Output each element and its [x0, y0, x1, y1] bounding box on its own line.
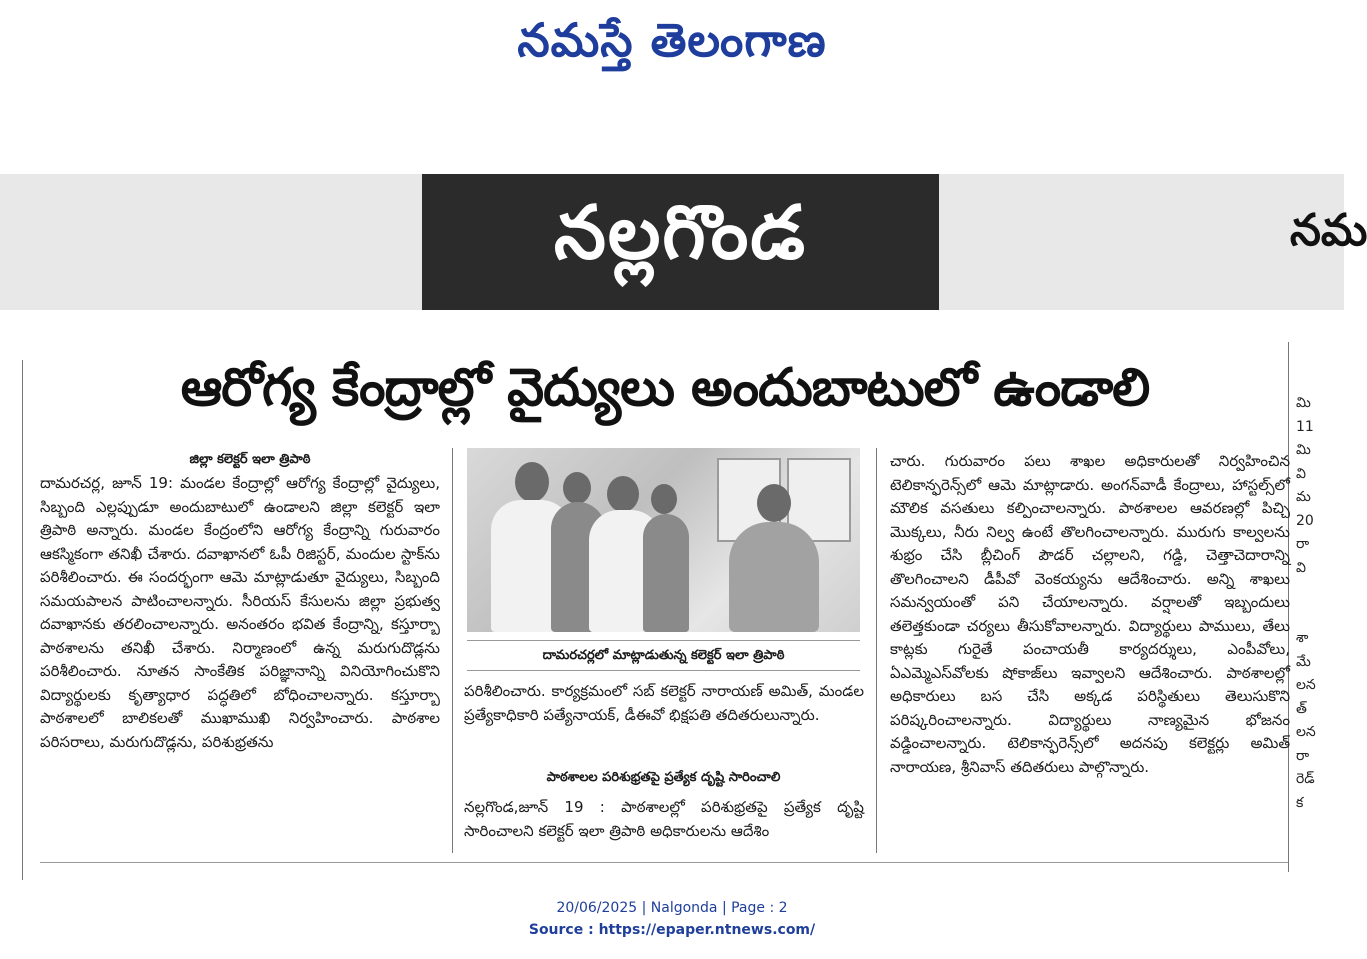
strip-line: లన: [1296, 677, 1316, 693]
strip-line: రెడ్: [1296, 771, 1315, 787]
strip-line: [1296, 580, 1344, 604]
column-3-text: చారు. గురువారం పలు శాఖల అధికారులతో నిర్వహించిన టెలికాన్ఫరెన్స్‌లో ఆమె మాట్లాడారు. అంగన్‌వాడీ కేంద్రాలు, హాస్టల్స్‌లో మౌలిక వసతులు కల్పించాలన్నారు. పాఠశాలల ఆవరణల్లో పిచ్చి మొక్కలు, నీరు నిల్వ ఉంటే తొలగించాలన్నారు. మురుగు కాల్వలను శుభ్రం చేసి బ్లీచింగ్ పౌడర్ చల్లాలని, గడ్డి, చెత్తాచెదారాన్ని తొలగించాలని డీపీవో వెంకయ్యను ఆదేశించారు. అన్ని శాఖలు సమన్వయంతో పని చేయాలన్నారు. వర్షాలతో ఇబ్బందులు తలెత్తకుండా చర్యలు తీసుకోవాలన్నారు. విద్యార్థులు పాములు, తేలు కాట్లకు గురైతే పంచాయతీ కార్యదర్శులు, ఎంపీవోలు, ఏఎమ్మెఎస్‌వోలకు షోకాజ్‌లు ఇవ్వాలని ఆదేశించారు. పాఠశాలల్లో అధికారులు బస చేసి అక్కడ పరిస్థితులు తెలుసుకొని పరిష్కరించాలన్నారు. విద్యార్థులు నాణ్యమైన భోజనం వడ్డించాలన్నారు. టెలికాన్ఫరెన్స్‌లో అదనపు కలెక్టర్లు అమిత్ నారాయణ, శ్రీనివాస్ తదితరులు పాల్గొన్నారు.: [890, 452, 1290, 776]
strip-line: క: [1296, 794, 1304, 811]
strip-line: త్: [1296, 700, 1307, 717]
strip-line: వి: [1296, 559, 1306, 576]
newspaper-masthead: నమస్తే తెలంగాణ: [517, 13, 827, 67]
column-rule-1: [452, 448, 453, 853]
article-photo: [467, 448, 860, 632]
strip-line: [1296, 604, 1344, 628]
strip-line: మి: [1296, 442, 1311, 458]
left-page-rule: [22, 360, 23, 880]
article-headline: ఆరోగ్య కేంద్రాల్లో వైద్యులు అందుబాటులో ఉండాలి: [180, 358, 1150, 418]
next-page-fragment: నమ: [1290, 205, 1367, 256]
article-bottom-rule: [40, 862, 1288, 863]
column-rule-2: [876, 448, 877, 853]
footer-source-link[interactable]: Source : https://epaper.ntnews.com/: [528, 922, 816, 938]
photo-caption: దామరచర్లలో మాట్లాడుతున్న కలెక్టర్ ఇలా త్రిపాఠి: [542, 648, 785, 663]
page-footer: [0, 897, 1344, 941]
caption-rule-top: [467, 640, 860, 641]
strip-line: రా: [1296, 747, 1310, 764]
column-2-text: పరిశీలించారు. కార్యక్రమంలో సబ్ కలెక్టర్ నారాయణ్ అమిత్, మండల ప్రత్యేకాధికారి పత్యేనాయక్, డీఈవో భిక్షపతి తదితరులున్నారు.: [464, 682, 864, 724]
caption-rule-bottom: [467, 670, 860, 671]
column-2b-text: నల్లగొండ,జూన్ 19 : పాఠశాలల్లో పరిశుభ్రతపై ప్రత్యేక దృష్టి సారించాలని కలెక్టర్ ఇలా త్రిపాఠి అధికారులను ఆదేశిం: [464, 798, 864, 840]
article-byline: జిల్లా కలెక్టర్ ఇలా త్రిపాఠి: [189, 452, 311, 467]
footer-date-line: 20/06/2025 | Nalgonda | Page : 2: [556, 900, 788, 916]
strip-line: రా: [1296, 536, 1310, 552]
strip-line: మి: [1296, 395, 1311, 411]
strip-line: 20: [1296, 512, 1314, 529]
strip-line: లన: [1296, 724, 1316, 740]
article-column-1: [40, 472, 440, 854]
section-title: నల్లగొండ: [422, 174, 939, 310]
article-column-2b: [464, 796, 864, 854]
adjacent-page-strip: [1296, 392, 1344, 815]
strip-line: శా: [1296, 630, 1309, 646]
article-column-3: [890, 450, 1290, 854]
strip-line: మ: [1296, 489, 1311, 505]
strip-line: 11: [1296, 418, 1314, 435]
strip-line: వి: [1296, 465, 1306, 482]
article-subheadline: పాఠశాలల పరిశుభ్రతపై ప్రత్యేక దృష్టి సారించాలి: [546, 770, 781, 785]
article-column-2: [464, 680, 864, 760]
strip-line: మే: [1296, 653, 1311, 670]
column-1-text: దామరచర్ల, జూన్ 19: మండల కేంద్రాల్లో ఆరోగ్య కేంద్రాల్లో వైద్యులు, సిబ్బంది ఎల్లప్పుడూ అందుబాటులో ఉండాలని జిల్లా కలెక్టర్ ఇలా త్రిపాఠి అన్నారు. మండల కేంద్రంలోని ఆరోగ్య కేంద్రాన్ని గురువారం ఆకస్మికంగా తనిఖీ చేశారు. దవాఖానలో ఓపీ రిజిస్టర్, మందుల స్టాక్‌ను పరిశీలించారు. ఈ సందర్భంగా ఆమె మాట్లాడుతూ వైద్యులు, సిబ్బంది సమయపాలన పాటించాలన్నారు. సీరియస్ కేసులను జిల్లా ప్రభుత్వ దవాఖానకు తరలించాలన్నారు. అనంతరం భవిత కేంద్రాన్ని, కస్తూర్బా పాఠశాలను తనిఖీ చేశారు. నిర్మాణంలో ఉన్న మరుగుదొడ్లను పరిశీలించారు. నూతన సాంకేతిక పరిజ్ఞానాన్ని వినియోగించుకొని విద్యార్థులకు కృత్యాధార పద్ధతిలో బోధించాలన్నారు. కస్తూర్బా పాఠశాలలో బాలికలతో ముఖాముఖి నిర్వహించారు. పాఠశాల పరిసరాలు, మరుగుదొడ్లను, పరిశుభ్రతను: [40, 474, 440, 751]
